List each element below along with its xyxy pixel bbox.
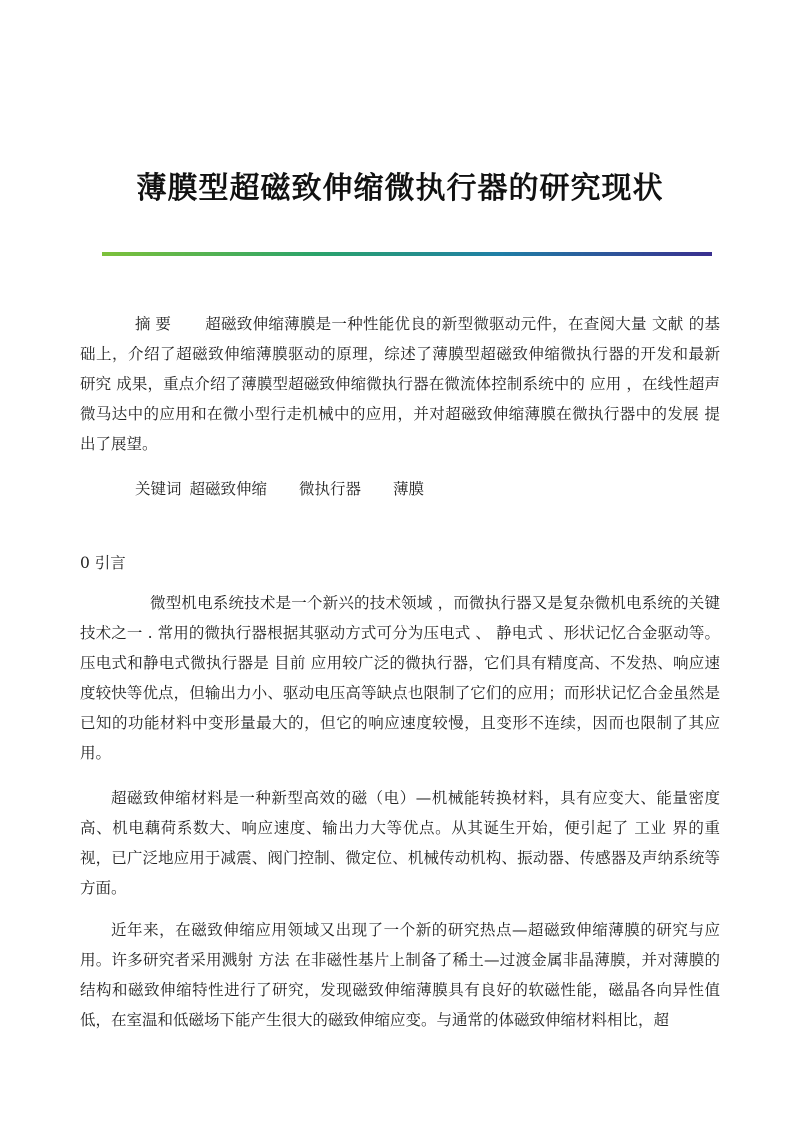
body-paragraph-1: 微型机电系统技术是一个新兴的技术领域 ，而微执行器又是复杂微机电系统的关键技术之一 . 常用的微执行器根据其驱动方式可分为压电式 、 静电式 、形状记忆合金驱动等。 压电式和静电式微执行器是 目前 应用较广泛的微执行器，它们具有精度高、不发热、响应速度较快等优点，但输出力小、驱动电压高等缺点也限制了它们的应用；而形状记忆合金虽然是已知的功能材料中变形量最大的，但它的响应速度较慢，且变形不连续，因而也限制了其应用。 [80, 594, 720, 762]
keywords [80, 474, 775, 504]
keyword-item: 微执行器 [299, 480, 362, 498]
abstract-text: 超磁致伸缩薄膜是一种性能优良的新型微驱动元件，在查阅大量 文献 的基础上，介绍了超磁致伸缩薄膜驱动的原理，综述了薄膜型超磁致伸缩微执行器的开发和最新 研究 成果，重点介绍了薄膜型超磁致伸缩微执行器在微流体控制系统中的 应用 ，在线性超声微马达中的应用和在微小型行走机械中的应用，并对超磁致伸缩薄膜在微执行器中的发展 提出了展望。 [80, 315, 720, 453]
section-heading: 0 引言 [80, 554, 126, 572]
keywords-label: 关键词 [135, 480, 182, 498]
abstract-label: 摘 要 [135, 315, 171, 333]
body-paragraph-2: 超磁致伸缩材料是一种新型高效的磁（电）—机械能转换材料，具有应变大、能量密度高、机电藕荷系数大、响应速度、输出力大等优点。从其诞生开始，便引起了 工业 界的重视，已广泛地应用于减震、阀门控制、微定位、机械传动机构、振动器、传感器及声纳系统等方面。 [80, 789, 720, 897]
keyword-item: 超磁致伸缩 [189, 480, 268, 498]
body-paragraph-3: 近年来，在磁致伸缩应用领域又出现了一个新的研究热点—超磁致伸缩薄膜的研究与应用。许多研究者采用溅射 方法 在非磁性基片上制备了稀土—过渡金属非晶薄膜，并对薄膜的结构和磁致伸缩特性进行了研究，发现磁致伸缩薄膜具有良好的软磁性能，磁晶各向异性值低，在室温和低磁场下能产生很大的磁致伸缩应变。与通常的体磁致伸缩材料相比，超 [80, 921, 720, 1029]
keyword-item: 薄膜 [393, 480, 425, 498]
page-title: 薄膜型超磁致伸缩微执行器的研究现状 [136, 171, 664, 206]
abstract [80, 309, 720, 459]
title-divider [102, 252, 712, 256]
